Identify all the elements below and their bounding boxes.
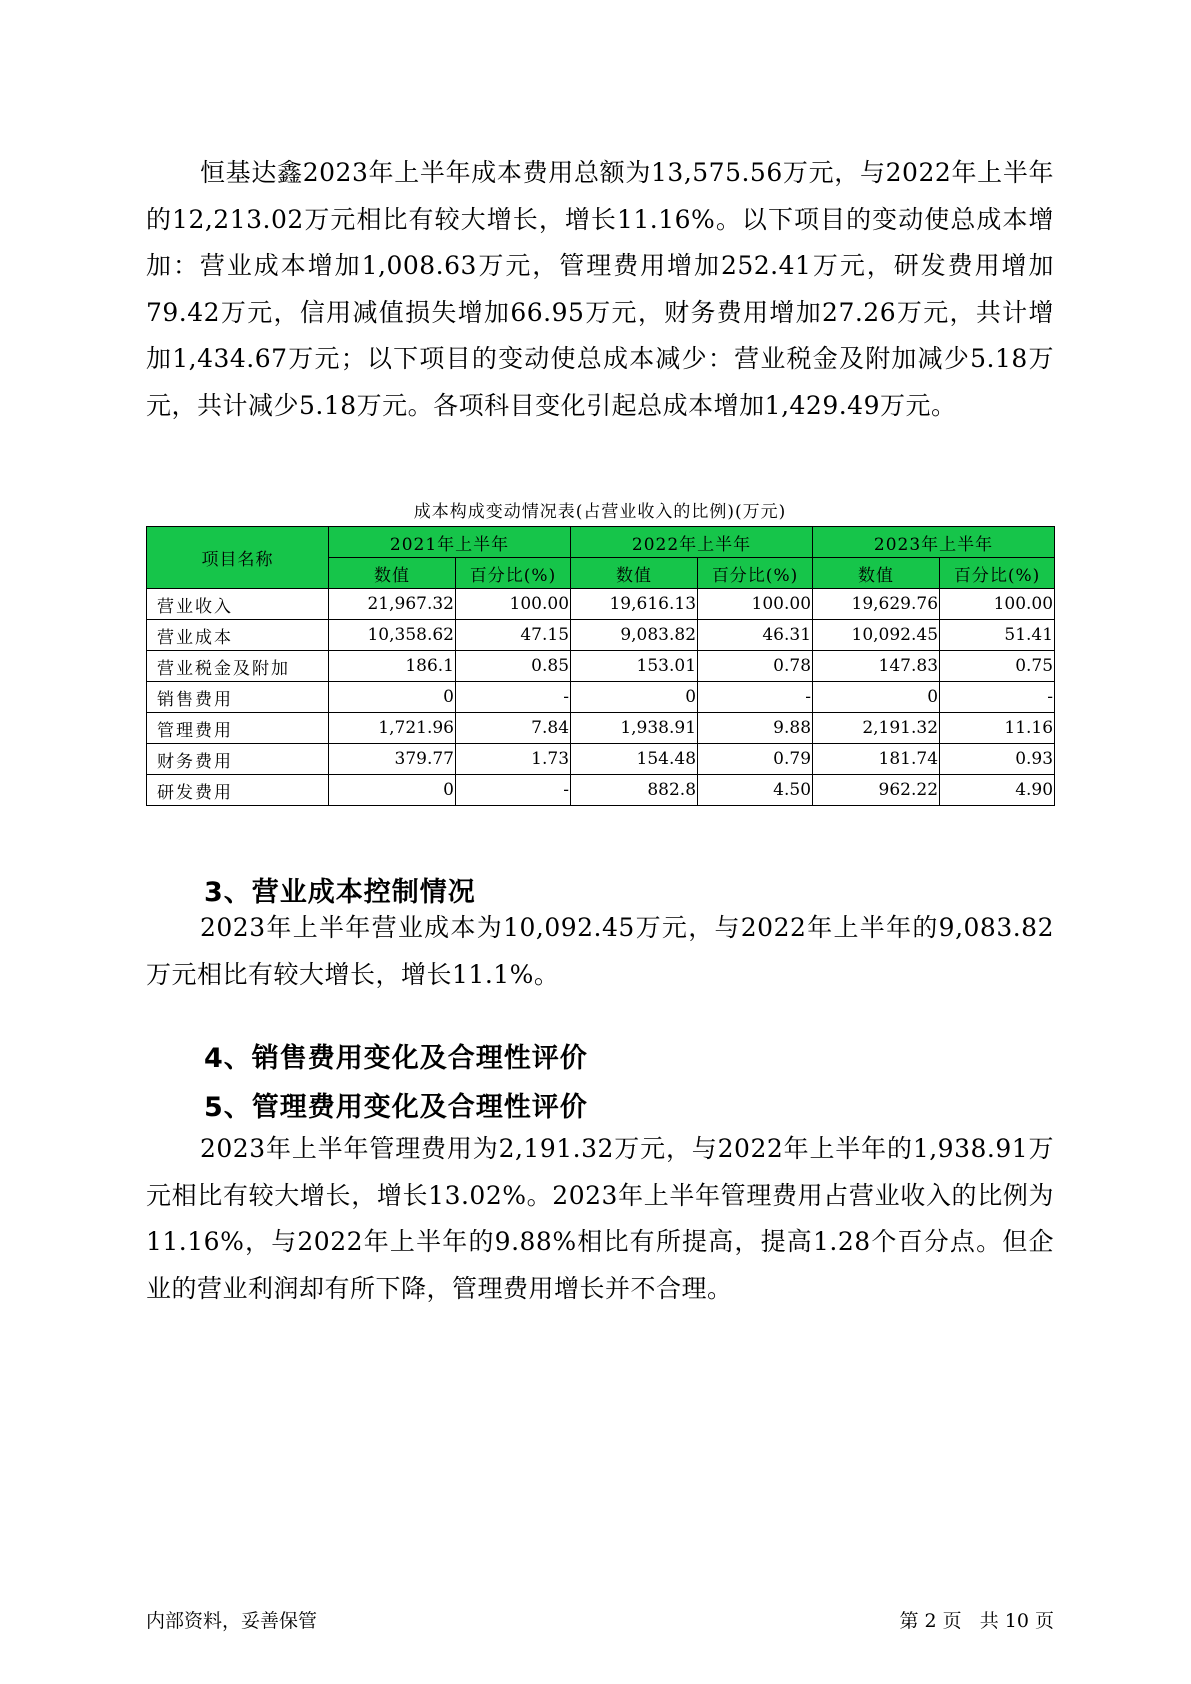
table-caption: 成本构成变动情况表(占营业收入的比例)(万元) xyxy=(413,502,787,522)
table-cell: 9.88 xyxy=(698,713,813,744)
table-row xyxy=(147,744,1055,775)
table-cell: 0 xyxy=(329,682,456,713)
paragraph-operating-cost: 2023年上半年营业成本为10,092.45万元，与2022年上半年的9,083.82万元相比有较大增长，增长11.1%。 xyxy=(146,913,1054,989)
header-percent: 百分比(%) xyxy=(456,558,571,589)
header-period-2022: 2022年上半年 xyxy=(571,527,813,558)
table-cell: 0 xyxy=(329,775,456,806)
header-value: 数值 xyxy=(329,558,456,589)
header-period-2021: 2021年上半年 xyxy=(329,527,571,558)
table-row xyxy=(147,775,1055,806)
table-cell: 19,629.76 xyxy=(813,589,940,620)
table-cell: 0 xyxy=(571,682,698,713)
table-cell: 0.78 xyxy=(698,651,813,682)
table-cell: - xyxy=(456,775,571,806)
row-label: 管理费用 xyxy=(147,713,329,744)
table-cell: - xyxy=(456,682,571,713)
table-cell: 1.73 xyxy=(456,744,571,775)
header-percent: 百分比(%) xyxy=(940,558,1055,589)
table-cell: 7.84 xyxy=(456,713,571,744)
table-cell: 10,358.62 xyxy=(329,620,456,651)
header-period-2023: 2023年上半年 xyxy=(813,527,1055,558)
footer-confidential-note: 内部资料，妥善保管 xyxy=(146,1610,318,1632)
table-row xyxy=(147,589,1055,620)
table-cell: 0.93 xyxy=(940,744,1055,775)
table-cell: 51.41 xyxy=(940,620,1055,651)
table-cell: 10,092.45 xyxy=(813,620,940,651)
table-cell: 9,083.82 xyxy=(571,620,698,651)
table-cell: 379.77 xyxy=(329,744,456,775)
row-label: 营业税金及附加 xyxy=(147,651,329,682)
paragraph-cost-summary: 恒基达鑫2023年上半年成本费用总额为13,575.56万元，与2022年上半年的12,213.02万元相比有较大增长，增长11.16%。以下项目的变动使总成本增加：营业成本增加1,008.63万元，管理费用增加252.41万元，研发费用增加79.42万元，信用减值损失增加66.95万元，财务费用增加27.26万元，共计增加1,434.67万元；以下项目的变动使总成本减少：营业税金及附加减少5.18万元，共计减少5.18万元。各项科目变化引起总成本增加1,429.49万元。 xyxy=(146,158,1054,420)
table-cell: 4.90 xyxy=(940,775,1055,806)
table-cell: 100.00 xyxy=(456,589,571,620)
table-row xyxy=(147,682,1055,713)
header-value: 数值 xyxy=(813,558,940,589)
table-cell: 0.85 xyxy=(456,651,571,682)
table-cell: 962.22 xyxy=(813,775,940,806)
table-cell: 4.50 xyxy=(698,775,813,806)
table-cell: 19,616.13 xyxy=(571,589,698,620)
row-label: 销售费用 xyxy=(147,682,329,713)
footer-page-number: 第 2 页 共 10 页 xyxy=(899,1610,1054,1632)
table-cell: 47.15 xyxy=(456,620,571,651)
table-cell: 11.16 xyxy=(940,713,1055,744)
row-label: 营业成本 xyxy=(147,620,329,651)
table-cell: 0.75 xyxy=(940,651,1055,682)
row-label: 研发费用 xyxy=(147,775,329,806)
table-cell: 153.01 xyxy=(571,651,698,682)
section-heading-selling-expense: 4、销售费用变化及合理性评价 xyxy=(204,1043,588,1074)
table-cell: 1,938.91 xyxy=(571,713,698,744)
cost-structure-table xyxy=(146,526,1055,806)
paragraph-admin-expense: 2023年上半年管理费用为2,191.32万元，与2022年上半年的1,938.91万元相比有较大增长，增长13.02%。2023年上半年管理费用占营业收入的比例为11.16%，与2022年上半年的9.88%相比有所提高，提高1.28个百分点。但企业的营业利润却有所下降，管理费用增长并不合理。 xyxy=(146,1134,1054,1303)
table-cell: 1,721.96 xyxy=(329,713,456,744)
table-cell: 181.74 xyxy=(813,744,940,775)
table-cell: - xyxy=(698,682,813,713)
header-item-name: 项目名称 xyxy=(147,527,329,589)
table-cell: 100.00 xyxy=(698,589,813,620)
table-header-row-1 xyxy=(147,527,1055,558)
table-cell: - xyxy=(940,682,1055,713)
table-cell: 46.31 xyxy=(698,620,813,651)
row-label: 营业收入 xyxy=(147,589,329,620)
table-row xyxy=(147,651,1055,682)
row-label: 财务费用 xyxy=(147,744,329,775)
header-value: 数值 xyxy=(571,558,698,589)
table-cell: 21,967.32 xyxy=(329,589,456,620)
table-cell: 0 xyxy=(813,682,940,713)
table-cell: 882.8 xyxy=(571,775,698,806)
table-cell: 2,191.32 xyxy=(813,713,940,744)
table-cell: 0.79 xyxy=(698,744,813,775)
table-cell: 186.1 xyxy=(329,651,456,682)
table-row xyxy=(147,713,1055,744)
table-cell: 100.00 xyxy=(940,589,1055,620)
table-cell: 154.48 xyxy=(571,744,698,775)
table-row xyxy=(147,620,1055,651)
table-cell: 147.83 xyxy=(813,651,940,682)
header-percent: 百分比(%) xyxy=(698,558,813,589)
section-heading-admin-expense: 5、管理费用变化及合理性评价 xyxy=(204,1092,588,1123)
section-heading-operating-cost: 3、营业成本控制情况 xyxy=(204,877,476,908)
